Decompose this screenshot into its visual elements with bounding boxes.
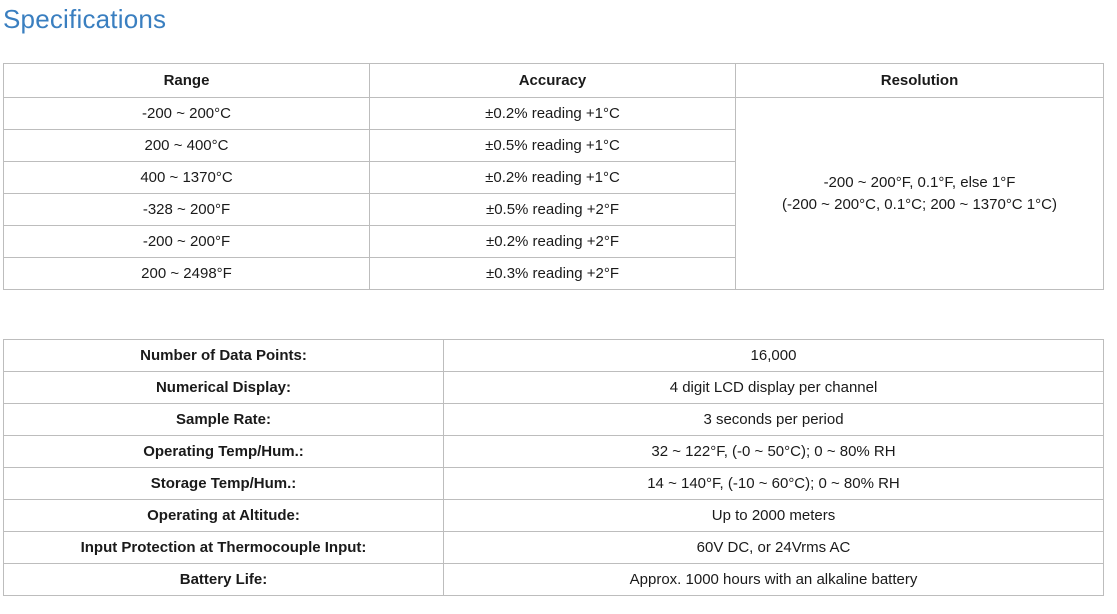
spec-label: Operating Temp/Hum.:: [4, 436, 444, 468]
table-row: [4, 564, 1104, 596]
spec-value: 32 ~ 122°F, (-0 ~ 50°C); 0 ~ 80% RH: [444, 436, 1104, 468]
range-cell: 200 ~ 2498°F: [4, 258, 370, 290]
spec-label: Number of Data Points:: [4, 340, 444, 372]
range-cell: 200 ~ 400°C: [4, 130, 370, 162]
table-row: [4, 372, 1104, 404]
spec-value: Up to 2000 meters: [444, 500, 1104, 532]
spec-value: 3 seconds per period: [444, 404, 1104, 436]
resolution-line-2: (-200 ~ 200°C, 0.1°C; 200 ~ 1370°C 1°C): [782, 195, 1057, 213]
accuracy-cell: ±0.2% reading +2°F: [370, 226, 736, 258]
accuracy-cell: ±0.3% reading +2°F: [370, 258, 736, 290]
specs-table: [3, 339, 1104, 596]
accuracy-cell: ±0.5% reading +1°C: [370, 130, 736, 162]
spec-value: 14 ~ 140°F, (-10 ~ 60°C); 0 ~ 80% RH: [444, 468, 1104, 500]
spec-value: 60V DC, or 24Vrms AC: [444, 532, 1104, 564]
resolution-cell: [736, 98, 1104, 290]
spec-label: Sample Rate:: [4, 404, 444, 436]
range-cell: -200 ~ 200°C: [4, 98, 370, 130]
spec-label: Storage Temp/Hum.:: [4, 468, 444, 500]
table-row: [4, 404, 1104, 436]
spec-value: 4 digit LCD display per channel: [444, 372, 1104, 404]
range-header: Range: [4, 64, 370, 98]
spec-label: Battery Life:: [4, 564, 444, 596]
accuracy-cell: ±0.2% reading +1°C: [370, 162, 736, 194]
accuracy-cell: ±0.2% reading +1°C: [370, 98, 736, 130]
table-row: [4, 500, 1104, 532]
range-cell: -200 ~ 200°F: [4, 226, 370, 258]
table-row: [4, 468, 1104, 500]
spec-label: Numerical Display:: [4, 372, 444, 404]
accuracy-table: [3, 63, 1104, 290]
range-cell: -328 ~ 200°F: [4, 194, 370, 226]
spec-label: Input Protection at Thermocouple Input:: [4, 532, 444, 564]
table-row: [4, 436, 1104, 468]
accuracy-cell: ±0.5% reading +2°F: [370, 194, 736, 226]
spec-label: Operating at Altitude:: [4, 500, 444, 532]
resolution-line-1: -200 ~ 200°F, 0.1°F, else 1°F: [823, 173, 1016, 191]
range-cell: 400 ~ 1370°C: [4, 162, 370, 194]
accuracy-header: Accuracy: [370, 64, 736, 98]
spec-value: 16,000: [444, 340, 1104, 372]
resolution-header: Resolution: [736, 64, 1104, 98]
spec-value: Approx. 1000 hours with an alkaline battery: [444, 564, 1104, 596]
page-title: Specifications: [3, 4, 167, 34]
table-row: [4, 532, 1104, 564]
accuracy-header-row: [4, 64, 1104, 98]
table-row: [4, 340, 1104, 372]
table-row: [4, 98, 1104, 130]
